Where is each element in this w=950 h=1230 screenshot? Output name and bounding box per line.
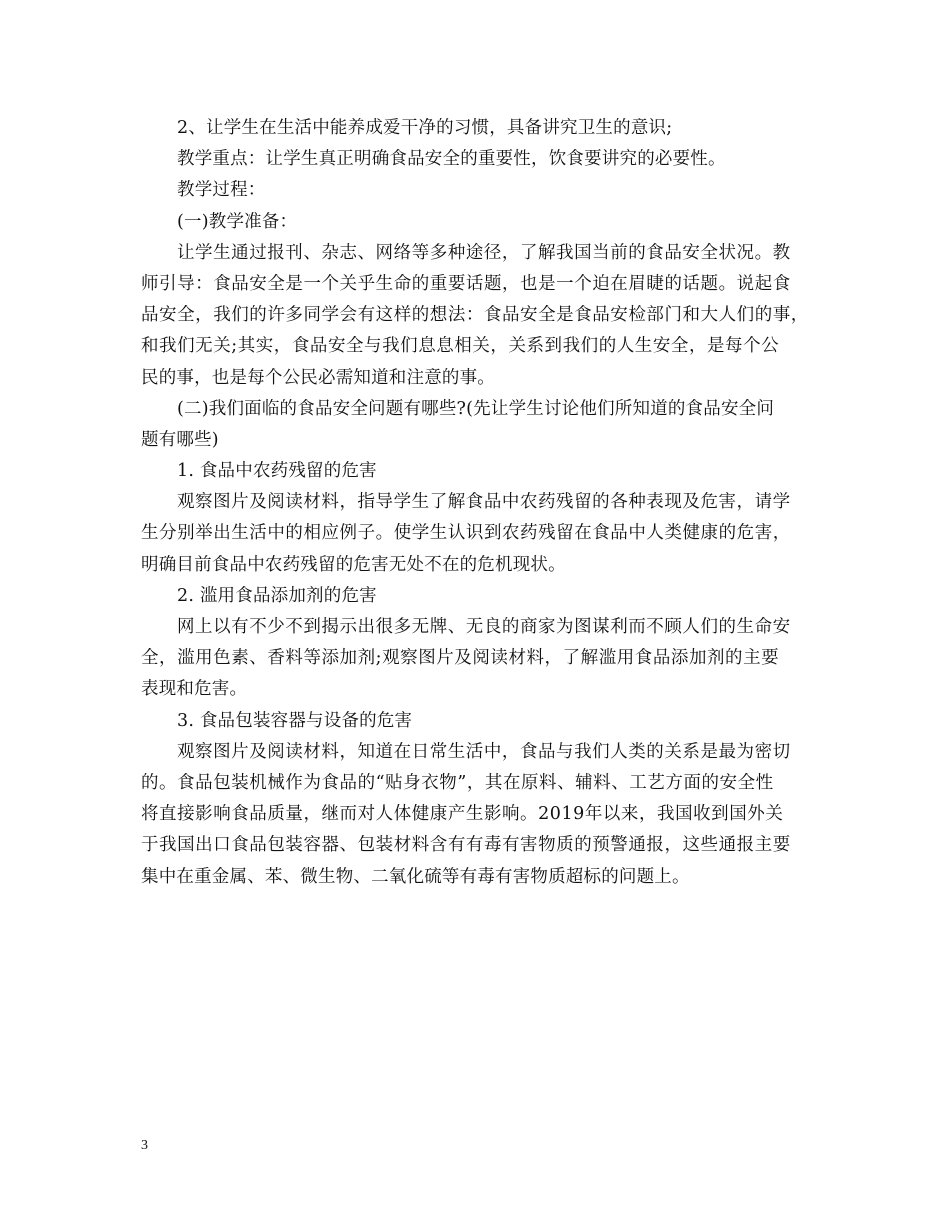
page-number: 3 (141, 1138, 148, 1153)
document-body (141, 113, 812, 893)
paragraph-line: 观察图片及阅读材料，指导学生了解食品中农药残留的各种表现及危害，请学 (177, 492, 791, 513)
paragraph-line: 的。食品包装机械作为食品的“贴身衣物”，其在原料、辅料、工艺方面的安全性 (141, 772, 774, 793)
section-heading: (一)教学准备： (177, 211, 298, 232)
paragraph-line: 观察图片及阅读材料，知道在日常生活中，食品与我们人类的关系是最为密切 (177, 741, 791, 762)
paragraph-line: 表现和危害。 (141, 679, 248, 700)
section-heading: 教学过程： (177, 180, 266, 201)
paragraph-line: 和我们无关;其实，食品安全与我们息息相关，关系到我们的人生安全，是每个公 (141, 336, 780, 357)
paragraph-line: 明确目前食品中农药残留的危害无处不在的危机现状。 (141, 554, 566, 575)
paragraph-line: 题有哪些) (141, 429, 219, 450)
section-heading: (二)我们面临的食品安全问题有哪些?(先让学生讨论他们所知道的食品安全问 (177, 398, 775, 419)
paragraph-line: 民的事，也是每个公民必需知道和注意的事。 (141, 367, 495, 388)
paragraph-line: 于我国出口食品包装容器、包装材料含有有毒有害物质的预警通报，这些通报主要 (141, 835, 791, 856)
paragraph-line: 集中在重金属、苯、微生物、二氧化硫等有毒有害物质超标的问题上。 (141, 866, 690, 887)
paragraph-line: 网上以有不少不到揭示出很多无牌、无良的商家为图谋利而不顾人们的生命安 (177, 617, 791, 637)
subsection-heading: 3. 食品包装容器与设备的危害 (177, 710, 413, 731)
paragraph-line: 教学重点：让学生真正明确食品安全的重要性，饮食要讲究的必要性。 (177, 149, 726, 170)
subsection-heading: 2. 滥用食品添加剂的危害 (177, 585, 377, 606)
paragraph-line: 让学生通过报刊、杂志、网络等多种途径，了解我国当前的食品安全状况。教 (177, 242, 791, 263)
paragraph-line: 将直接影响食品质量，继而对人体健康产生影响。2019年以来，我国收到国外关 (141, 804, 784, 825)
subsection-heading: 1. 食品中农药残留的危害 (177, 461, 377, 482)
paragraph-line: 全，滥用色素、香料等添加剂;观察图片及阅读材料，了解滥用食品添加剂的主要 (141, 648, 780, 669)
paragraph-line: 师引导：食品安全是一个关乎生命的重要话题，也是一个迫在眉睫的话题。说起食 (141, 273, 791, 294)
paragraph-line: 品安全，我们的许多同学会有这样的想法：食品安全是食品安检部门和大人们的事， (141, 305, 809, 326)
paragraph-line: 生分别举出生活中的相应例子。使学生认识到农药残留在食品中人类健康的危害， (141, 523, 791, 544)
paragraph-line: 2、让学生在生活中能养成爱干净的习惯，具备讲究卫生的意识; (177, 118, 673, 138)
